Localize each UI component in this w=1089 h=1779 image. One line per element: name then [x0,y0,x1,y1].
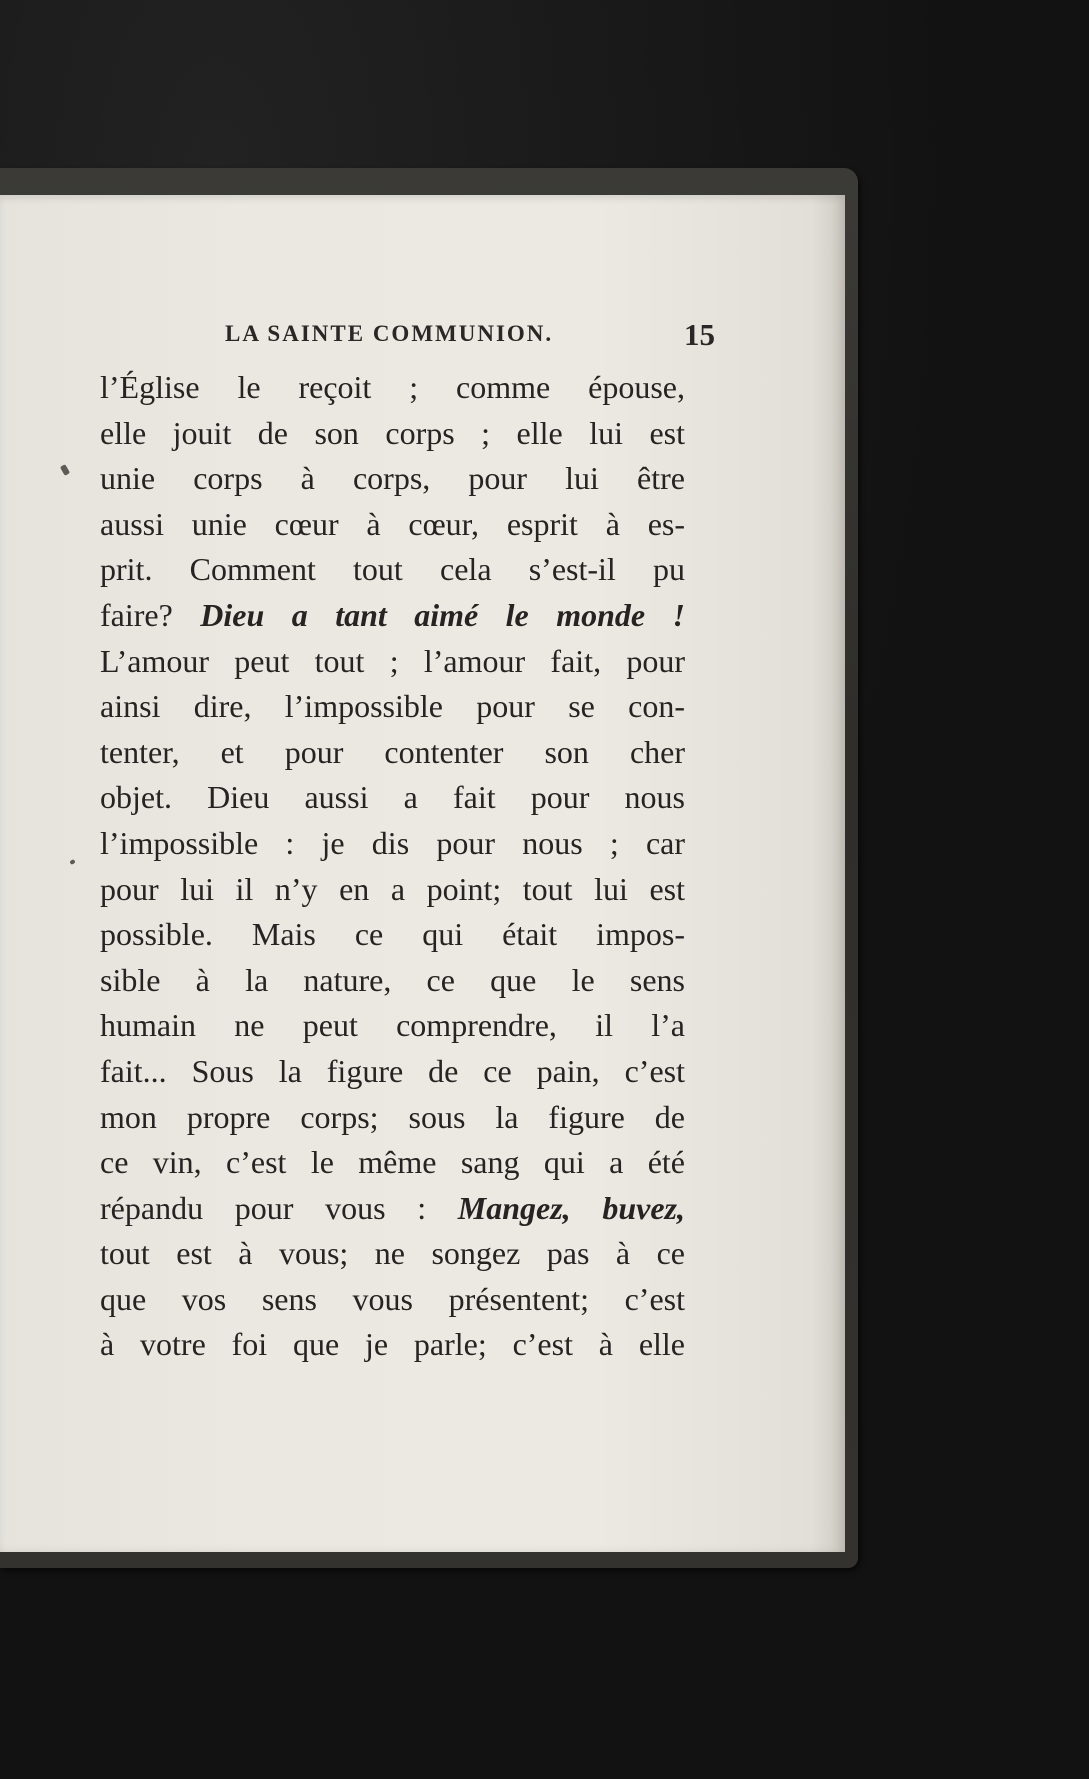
text-line [100,958,685,1004]
text-line [100,502,685,548]
text-line [100,639,685,685]
text-segment: fait... Sous la figure de ce pain, c’est [100,1052,685,1089]
book-page [0,195,845,1552]
text-segment: que vos sens vous présentent; c’est [100,1280,685,1317]
text-segment: humain ne peut comprendre, il l’a [100,1007,685,1044]
text-segment: sible à la nature, ce que le sens [100,961,685,998]
running-title: LA SAINTE COMMUNION. [225,321,554,346]
text-segment: tenter, et pour contenter son cher [100,733,685,770]
text-segment: ce vin, c’est le même sang qui a été [100,1144,685,1181]
ink-speck [60,464,70,476]
text-segment: répandu pour vous : [100,1189,458,1226]
text-line [100,1095,685,1141]
text-segment: l’Église le reçoit ; comme épouse, [100,369,685,405]
text-segment: tout est à vous; ne songez pas à ce [100,1235,685,1272]
italic-text-segment: Dieu a tant aimé le monde ! [200,596,686,633]
text-line [100,730,685,776]
text-segment: possible. Mais ce qui était impos- [100,916,685,953]
text-line [100,365,685,411]
text-segment: elle jouit de son corps ; elle lui est [100,414,685,451]
text-line [100,1003,685,1049]
text-line [100,684,685,730]
text-segment: l’impossible : je dis pour nous ; car [100,824,685,861]
ink-speck [69,859,75,865]
text-line [100,821,685,867]
italic-text-segment: Mangez, buvez, [457,1189,686,1226]
text-segment: unie corps à corps, pour lui être [100,460,685,497]
text-line [100,1140,685,1186]
text-segment: objet. Dieu aussi a fait pour nous [100,779,685,816]
text-line [100,1049,685,1095]
text-line [100,912,685,958]
running-head [225,317,715,361]
text-segment: pour lui il n’y en a point; tout lui est [100,870,685,907]
text-line [100,1231,685,1277]
text-segment: à votre foi que je parle; c’est à elle [100,1326,685,1363]
text-line [100,547,685,593]
text-line [100,593,685,639]
text-segment: faire? [100,596,201,633]
text-segment: prit. Comment tout cela s’est-il pu [100,551,685,588]
text-segment: mon propre corps; sous la figure de [100,1098,685,1135]
text-segment: ainsi dire, l’impossible pour se con- [100,688,685,725]
page-number: 15 [684,317,715,352]
body-text [100,365,685,1368]
text-line [100,867,685,913]
text-line [100,1186,685,1232]
text-line [100,411,685,457]
text-line [100,1322,685,1368]
text-line [100,775,685,821]
text-segment: aussi unie cœur à cœur, esprit à es- [100,505,685,542]
text-line [100,1277,685,1323]
text-line [100,456,685,502]
text-segment: L’amour peut tout ; l’amour fait, pour [100,642,685,679]
